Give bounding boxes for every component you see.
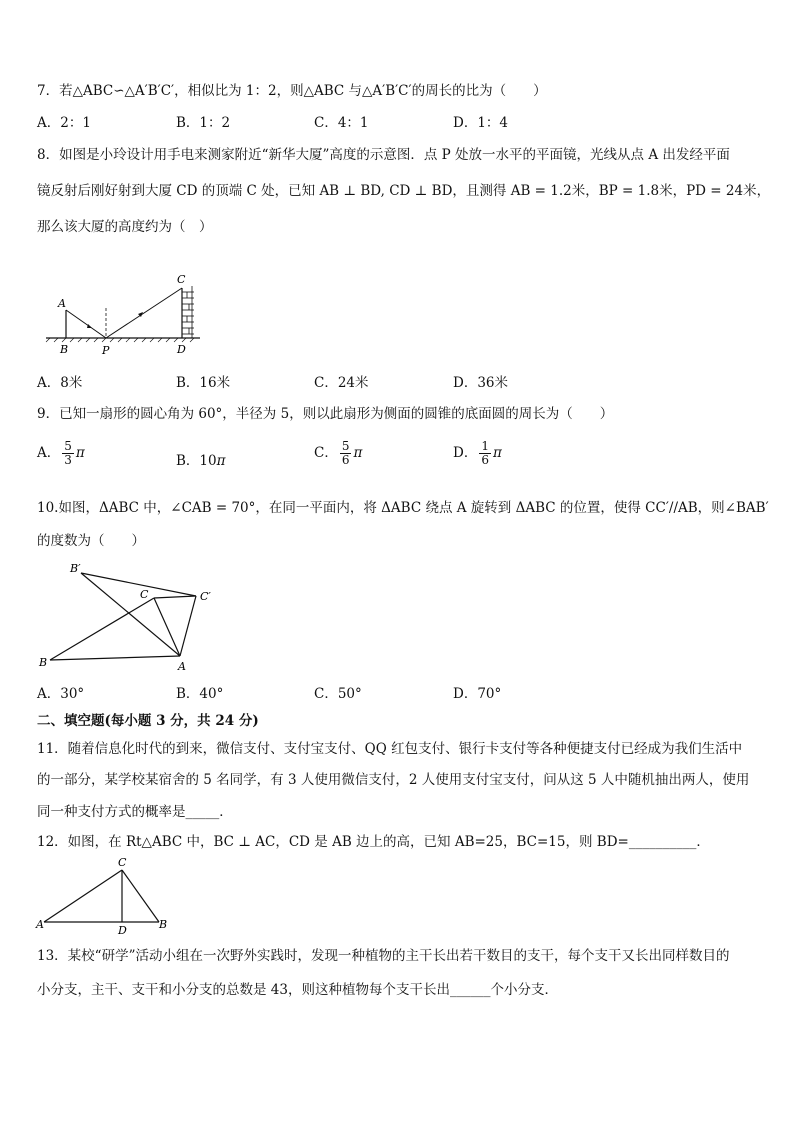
q10-option-a: A．30° (37, 686, 85, 702)
q12-label-c: C (118, 856, 127, 869)
q7-option-d: D．1：4 (453, 115, 509, 131)
q11-line3: 同一种支付方式的概率是_____． (37, 804, 233, 820)
q8-option-b: B．16米 (176, 375, 231, 391)
q9-option-c: C． $\frac{5}{6}$ π (314, 439, 363, 467)
q8-option-a: A．8米 (37, 375, 83, 391)
q10-option-c: C．50° (314, 686, 362, 702)
q8-label-p: P (102, 344, 110, 357)
q7-option-a: A．2：1 (37, 115, 91, 131)
q10-label-b-prime: B′ (70, 562, 81, 575)
q10-label-a: A (178, 660, 186, 673)
q8-label-a: A (58, 297, 66, 310)
q8-label-d: D (177, 343, 186, 356)
q7-option-c: C．4：1 (314, 115, 369, 131)
section-2-title: 二、填空题(每小题 3 分，共 24 分) (37, 713, 259, 729)
q9-option-b: B．10π (176, 453, 226, 469)
q10-option-b: B．40° (176, 686, 224, 702)
q12-label-d: D (118, 924, 127, 936)
q12-label-a: A (36, 918, 44, 931)
q9-option-d: D． $\frac{1}{6}$ π (453, 439, 502, 467)
q13-line1: 13．某校“研学”活动小组在一次野外实践时，发现一种植物的主干长出若干数目的支干，每个支干又长出同样数目的 (37, 948, 730, 964)
q12-figure (34, 856, 174, 936)
q8-option-d: D．36米 (453, 375, 509, 391)
q8-option-c: C．24米 (314, 375, 369, 391)
q7-stem: 7．若△ABC∽△A′B′C′，相似比为 1：2，则△ABC 与△A′B′C′的周长的比为（ ） (37, 83, 547, 99)
q11-line1: 11．随着信息化时代的到来，微信支付、支付宝支付、QQ 红包支付、银行卡支付等各种便捷支付已经成为我们生活中 (37, 741, 743, 757)
q10-label-c-prime: C′ (200, 590, 211, 603)
q8-stem-line3: 那么该大厦的高度约为（ ） (37, 219, 213, 235)
q12-stem: 12．如图，在 Rt△ABC 中，BC ⊥ AC，CD 是 AB 边上的高，已知 AB=25，BC=15，则 BD=__________． (37, 834, 710, 850)
q12-label-b: B (159, 918, 168, 931)
q13-line2: 小分支，主干、支干和小分支的总数是 43，则这种植物每个支干长出______个小分支． (37, 982, 558, 998)
q9-option-a: A． $\frac{5}{3}$ π (37, 439, 85, 467)
q10-stem-line1: 10.如图，ΔABC 中，∠CAB = 70°，在同一平面内，将 ΔABC 绕点 A 旋转到 ΔABC 的位置，使得 CC′//AB，则∠BAB′ (37, 500, 769, 516)
q10-figure (36, 558, 226, 673)
q9-stem: 9．已知一扇形的圆心角为 60°，半径为 5，则以此扇形为侧面的圆锥的底面圆的周长为（ ） (37, 406, 614, 422)
q10-label-b: B (39, 656, 48, 669)
q8-stem-line1: 8．如图是小玲设计用手电来测家附近“新华大厦”高度的示意图．点 P 处放一水平的平面镜，光线从点 A 出发经平面 (37, 147, 730, 163)
q10-label-c: C (140, 588, 149, 601)
q11-line2: 的一部分，某学校某宿舍的 5 名同学，有 3 人使用微信支付，2 人使用支付宝支付，问从这 5 人中随机抽出两人，使用 (37, 772, 750, 788)
q8-stem-line2: 镜反射后刚好射到大厦 CD 的顶端 C 处，已知 AB ⊥ BD, CD ⊥ BD，且测得 AB = 1.2米，BP = 1.8米，PD = 24米， (37, 183, 771, 199)
q10-stem-line2: 的度数为（ ） (37, 533, 145, 549)
q8-figure (40, 268, 210, 360)
q8-label-c: C (177, 273, 186, 286)
q10-option-d: D．70° (453, 686, 502, 702)
q7-option-b: B．1：2 (176, 115, 231, 131)
q8-label-b: B (60, 343, 69, 356)
